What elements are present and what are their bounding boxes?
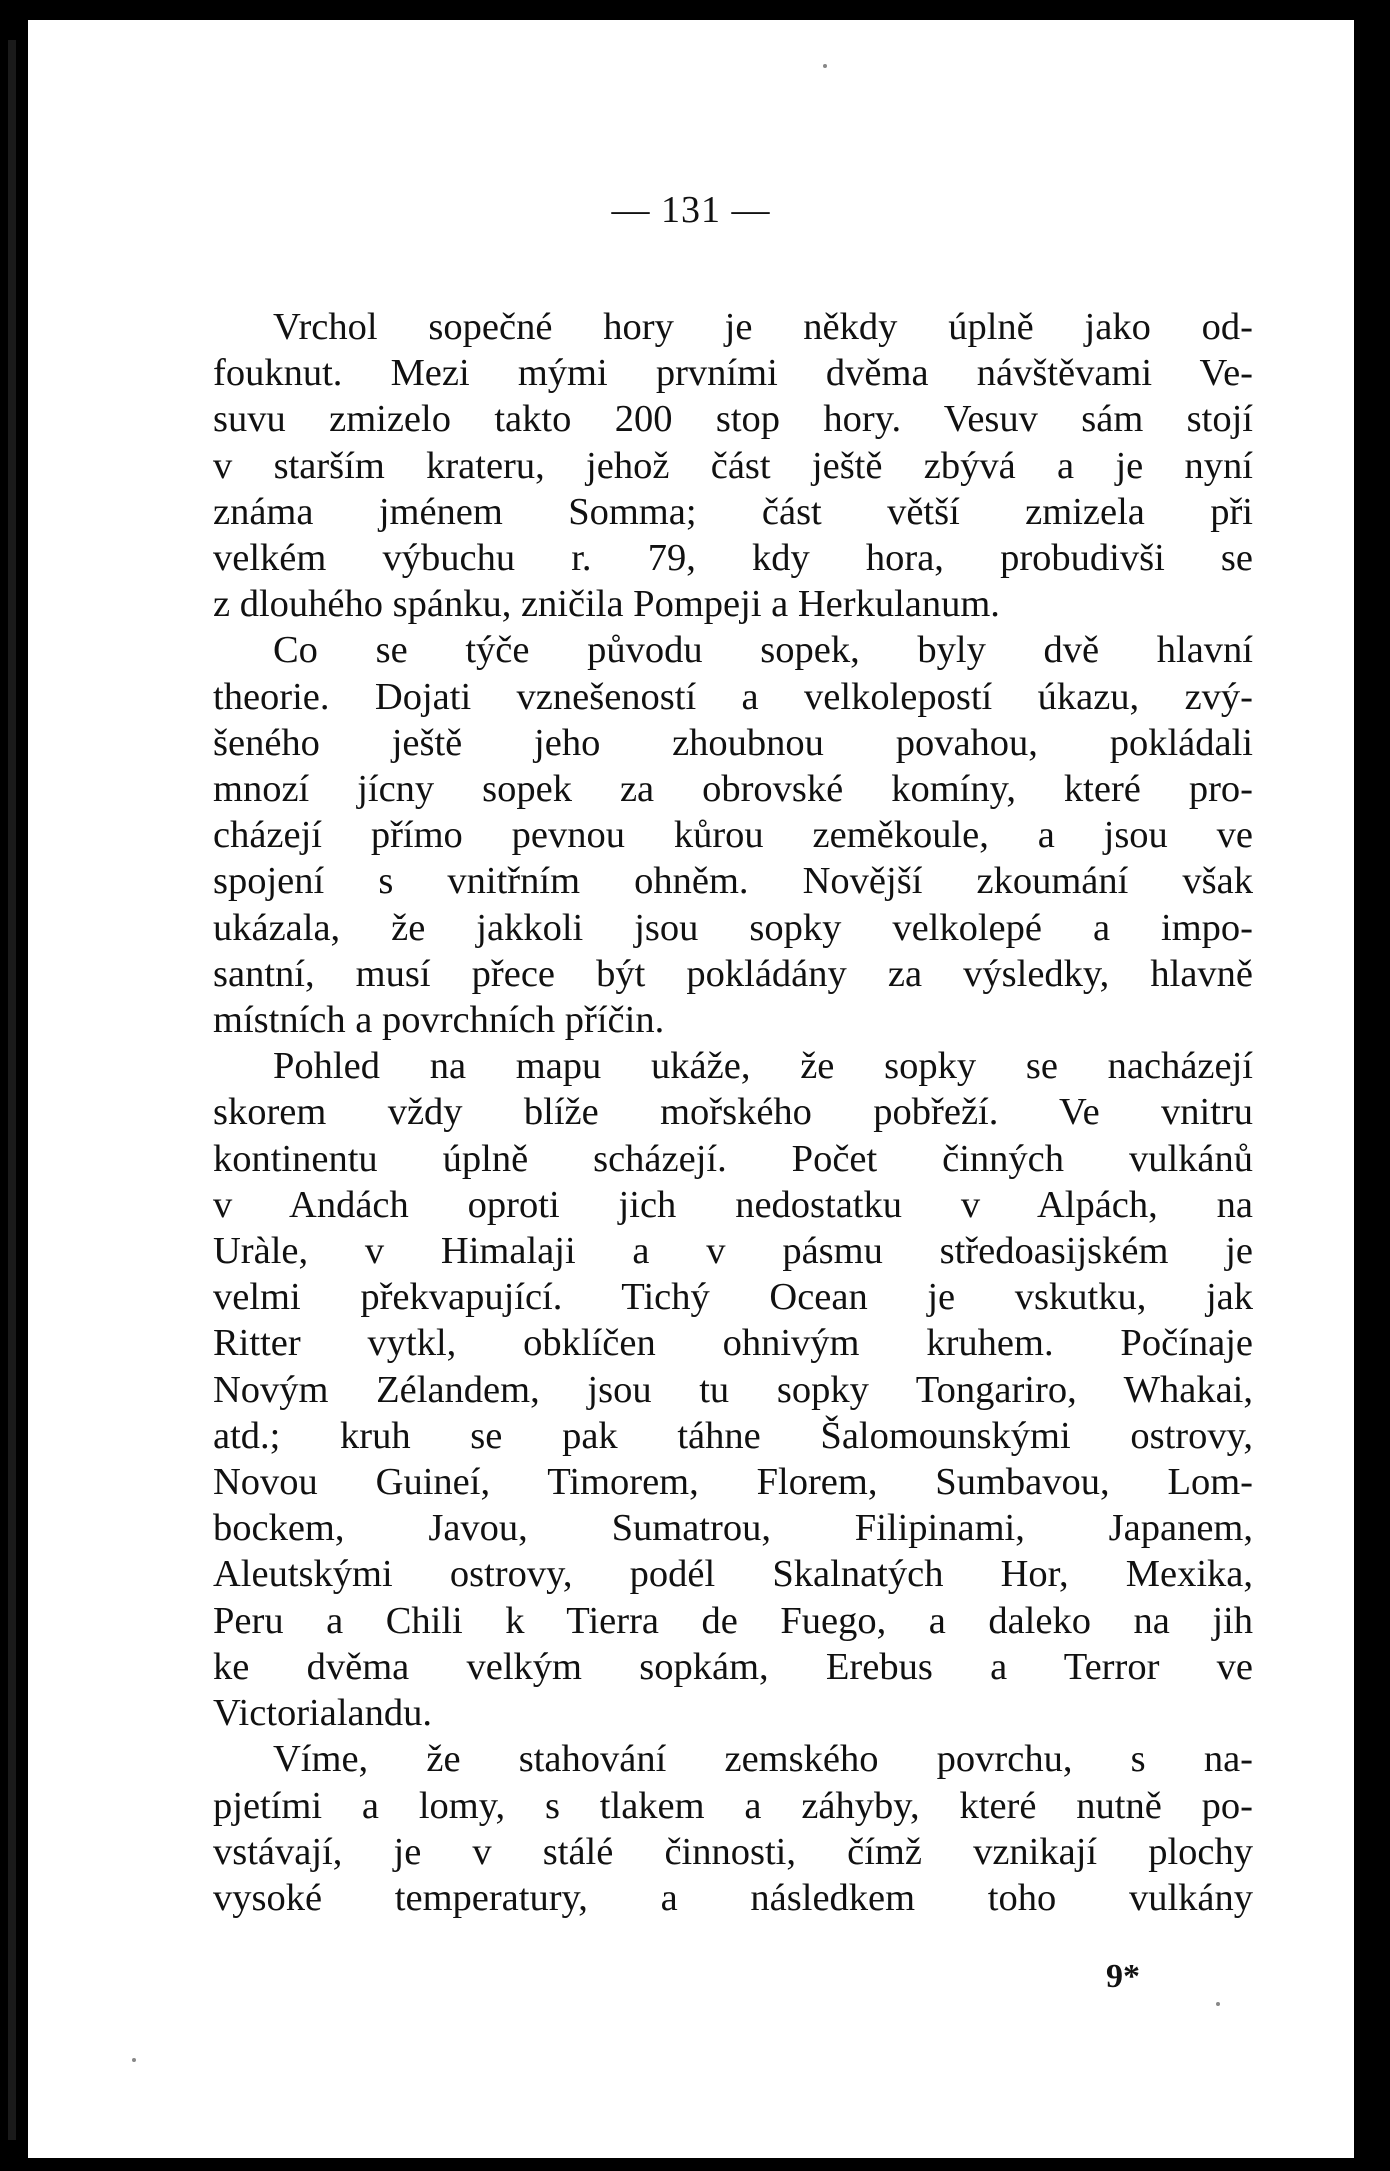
text-line: vysoké temperatury, a následkem toho vulkány (213, 1876, 1253, 1919)
text-line: Uràle, v Himalaji a v pásmu středoasijském je (213, 1230, 1253, 1273)
page-edge (8, 40, 16, 2140)
paragraph (213, 1043, 1253, 1736)
text-line: ukázala, že jakkoli jsou sopky velkolepé a impo- (213, 906, 1253, 949)
text-line: velkém výbuchu r. 79, kdy hora, probudivši se (213, 537, 1253, 580)
text-line: santní, musí přece být pokládány za výsledky, hlavně (213, 952, 1253, 995)
scan-speck (1216, 2002, 1220, 2006)
signature-mark: 9* (1106, 1958, 1140, 1995)
text-line: šeného ještě jeho zhoubnou povahou, pokládali (213, 721, 1253, 764)
text-line: kontinentu úplně scházejí. Počet činných vulkánů (213, 1137, 1253, 1180)
scan-speck (823, 64, 827, 68)
text-line: Peru a Chili k Tierra de Fuego, a daleko na jih (213, 1599, 1253, 1642)
text-line: v starším krateru, jehož část ještě zbývá a je nyní (213, 444, 1253, 487)
text-line: cházejí přímo pevnou kůrou zeměkoule, a jsou ve (213, 814, 1253, 857)
body-text (213, 304, 1253, 1921)
text-line: skorem vždy blíže mořského pobřeží. Ve vnitru (213, 1091, 1253, 1134)
text-line: Pohled na mapu ukáže, že sopky se nacházejí (273, 1045, 1253, 1088)
text-line: velmi překvapující. Tichý Ocean je vskutku, jak (213, 1276, 1253, 1319)
text-line: v Andách oproti jich nedostatku v Alpách, na (213, 1183, 1253, 1226)
text-line: fouknut. Mezi mými prvními dvěma návštěvami Ve- (213, 352, 1253, 395)
text-line: theorie. Dojati vznešeností a velkolepostí úkazu, zvý- (213, 675, 1253, 718)
text-line: Victorialandu. (213, 1692, 432, 1735)
text-line: atd.; kruh se pak táhne Šalomounskými ostrovy, (213, 1414, 1253, 1457)
text-line: suvu zmizelo takto 200 stop hory. Vesuv sám stojí (213, 398, 1253, 441)
text-line: Novou Guineí, Timorem, Florem, Sumbavou, Lom- (213, 1461, 1253, 1504)
text-line: místních a povrchních příčin. (213, 999, 665, 1042)
text-line: Novým Zélandem, jsou tu sopky Tongariro, Whakai, (213, 1368, 1253, 1411)
text-line: z dlouhého spánku, zničila Pompeji a Herkulanum. (213, 583, 1000, 626)
text-line: pjetími a lomy, s tlakem a záhyby, které nutně po- (213, 1784, 1253, 1827)
paragraph (213, 627, 1253, 1043)
paragraph (213, 304, 1253, 627)
scan-speck (132, 2058, 136, 2062)
text-line: bockem, Javou, Sumatrou, Filipinami, Japanem, (213, 1507, 1253, 1550)
text-line: Aleutskými ostrovy, podél Skalnatých Hor, Mexika, (213, 1553, 1253, 1596)
text-line: spojení s vnitřním ohněm. Novější zkoumání však (213, 860, 1253, 903)
page-number-header: — 131 — (611, 189, 771, 231)
book-page (28, 20, 1354, 2158)
text-line: známa jménem Somma; část větší zmizela při (213, 490, 1253, 533)
paragraph (213, 1736, 1253, 1921)
text-line: Co se týče původu sopek, byly dvě hlavní (273, 629, 1253, 672)
text-line: Víme, že stahování zemského povrchu, s na- (273, 1738, 1253, 1781)
text-line: vstávají, je v stálé činnosti, čímž vznikají plochy (213, 1830, 1253, 1873)
text-line: Ritter vytkl, obklíčen ohnivým kruhem. Počínaje (213, 1322, 1253, 1365)
text-line: Vrchol sopečné hory je někdy úplně jako od- (273, 306, 1253, 348)
text-line: ke dvěma velkým sopkám, Erebus a Terror ve (213, 1645, 1253, 1688)
text-line: mnozí jícny sopek za obrovské komíny, které pro- (213, 768, 1253, 811)
